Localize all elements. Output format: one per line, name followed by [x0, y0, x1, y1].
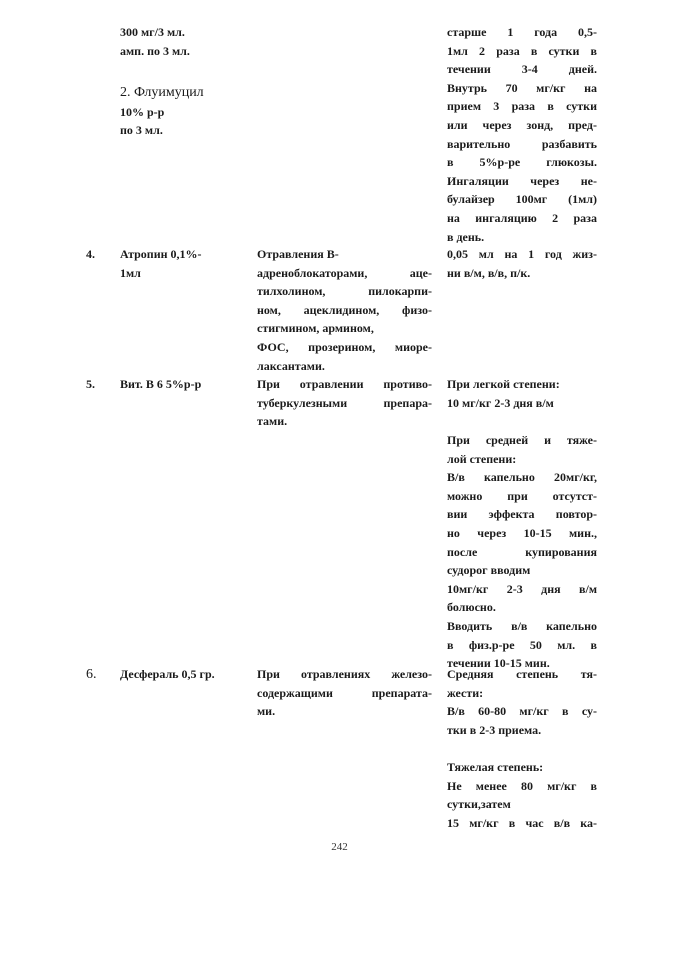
text-line: Внутрь 70 мг/кг на — [447, 80, 597, 95]
drug-cell-desferal — [120, 665, 248, 684]
dose-cell-desferal-moderate — [447, 665, 597, 739]
text-line: 1мл 2 раза в сутки в — [447, 43, 597, 58]
text-line: лаксантами. — [257, 358, 325, 373]
text-line: 10% р-р — [120, 104, 165, 119]
text-line: туберкулезными препара- — [257, 395, 432, 410]
text-line: Средняя степень тя- — [447, 667, 597, 681]
text-line: Атропин 0,1%- — [120, 247, 202, 261]
text-line: на ингаляцию 2 раза — [447, 210, 597, 225]
text-line: Отравления В- — [257, 247, 339, 261]
text-line: 10 мг/кг 2-3 дня в/м — [447, 395, 554, 410]
text-line: старше 1 года 0,5- — [447, 25, 597, 39]
text-line: 300 мг/3 мл. — [120, 25, 185, 39]
text-line: Не менее 80 мг/кг в — [447, 778, 597, 793]
text-line: в физ.р-ре 50 мл. в — [447, 637, 597, 652]
text-line: Тяжелая степень: — [447, 760, 544, 774]
text-line: 2. Флуимуцил — [120, 85, 204, 100]
text-line: Ингаляции через не- — [447, 173, 597, 188]
dose-cell-vitamin-b6-mild — [447, 375, 597, 412]
text-line: ни в/м, в/в, п/к. — [447, 265, 531, 280]
row-number: 5. — [86, 377, 95, 391]
text-line: амп. по 3 мл. — [120, 43, 190, 58]
drug-cell-continued — [120, 23, 248, 60]
text-line: вии эффекта повтор- — [447, 507, 597, 522]
text-line: но через 10-15 мин., — [447, 525, 597, 540]
text-line: При средней и тяже- — [447, 433, 597, 447]
dose-cell-desferal-severe — [447, 758, 597, 832]
dose-cell-atropine — [447, 245, 597, 282]
drug-cell-atropine — [120, 245, 248, 282]
text-line: ми. — [257, 704, 276, 719]
indication-cell-vitamin-b6 — [257, 375, 432, 431]
text-line: в день. — [447, 229, 485, 244]
text-line: Вводить в/в капельно — [447, 618, 597, 633]
text-line: течении 3-4 дней. — [447, 62, 597, 77]
text-line: лой степени: — [447, 451, 517, 466]
text-line: в 5%р-ре глюкозы. — [447, 155, 597, 170]
text-line: При отравлении противо- — [257, 377, 432, 391]
text-line: варительно разбавить — [447, 136, 597, 151]
text-line: ном, ацеклидином, физо- — [257, 302, 432, 317]
text-line: можно при отсутст- — [447, 488, 597, 503]
indication-cell-desferal — [257, 665, 432, 721]
text-line: При отравлениях железо- — [257, 667, 432, 681]
text-line: булайзер 100мг (1мл) — [447, 192, 597, 207]
text-line: судорог вводим — [447, 563, 531, 578]
page-number: 242 — [331, 841, 348, 853]
indication-cell-atropine — [257, 245, 432, 375]
text-line: прием 3 раза в сутки — [447, 99, 597, 114]
text-line: При легкой степени: — [447, 377, 560, 391]
text-line: течении 10-15 мин. — [447, 656, 550, 671]
text-line: после купирования — [447, 544, 597, 559]
text-line: ФОС, прозерином, миоре- — [257, 339, 432, 354]
text-line: содержащими препарата- — [257, 685, 432, 700]
text-line: Вит. В 6 5%р-р — [120, 377, 202, 391]
text-line: 0,05 мл на 1 год жиз- — [447, 247, 597, 261]
text-line: тки в 2-3 приема. — [447, 722, 542, 737]
text-line: стигмином, армином, — [257, 321, 374, 336]
text-line: 1мл — [120, 265, 141, 280]
text-line: Десфераль 0,5 гр. — [120, 667, 215, 681]
dose-cell-vitamin-b6-severe — [447, 431, 597, 673]
text-line: В/в 60-80 мг/кг в су- — [447, 704, 597, 719]
row-number: 6. — [86, 667, 97, 682]
text-line: сутки,затем — [447, 797, 511, 812]
text-line: 15 мг/кг в час в/в ка- — [447, 815, 597, 830]
text-line: В/в капельно 20мг/кг, — [447, 470, 597, 485]
text-line: адреноблокаторами, аце- — [257, 265, 432, 280]
drug-cell-vitamin-b6 — [120, 375, 248, 394]
text-line: жести: — [447, 685, 484, 700]
dose-cell-continued — [447, 23, 597, 246]
text-line: тами. — [257, 414, 288, 429]
row-number: 4. — [86, 247, 95, 261]
text-line: болюсно. — [447, 600, 496, 615]
text-line: тилхолином, пилокарпи- — [257, 284, 432, 299]
text-line: или через зонд, пред- — [447, 117, 597, 132]
text-line: по 3 мл. — [120, 123, 163, 138]
drug-cell-fluimucil — [120, 83, 248, 140]
text-line: 10мг/кг 2-3 дня в/м — [447, 581, 597, 596]
